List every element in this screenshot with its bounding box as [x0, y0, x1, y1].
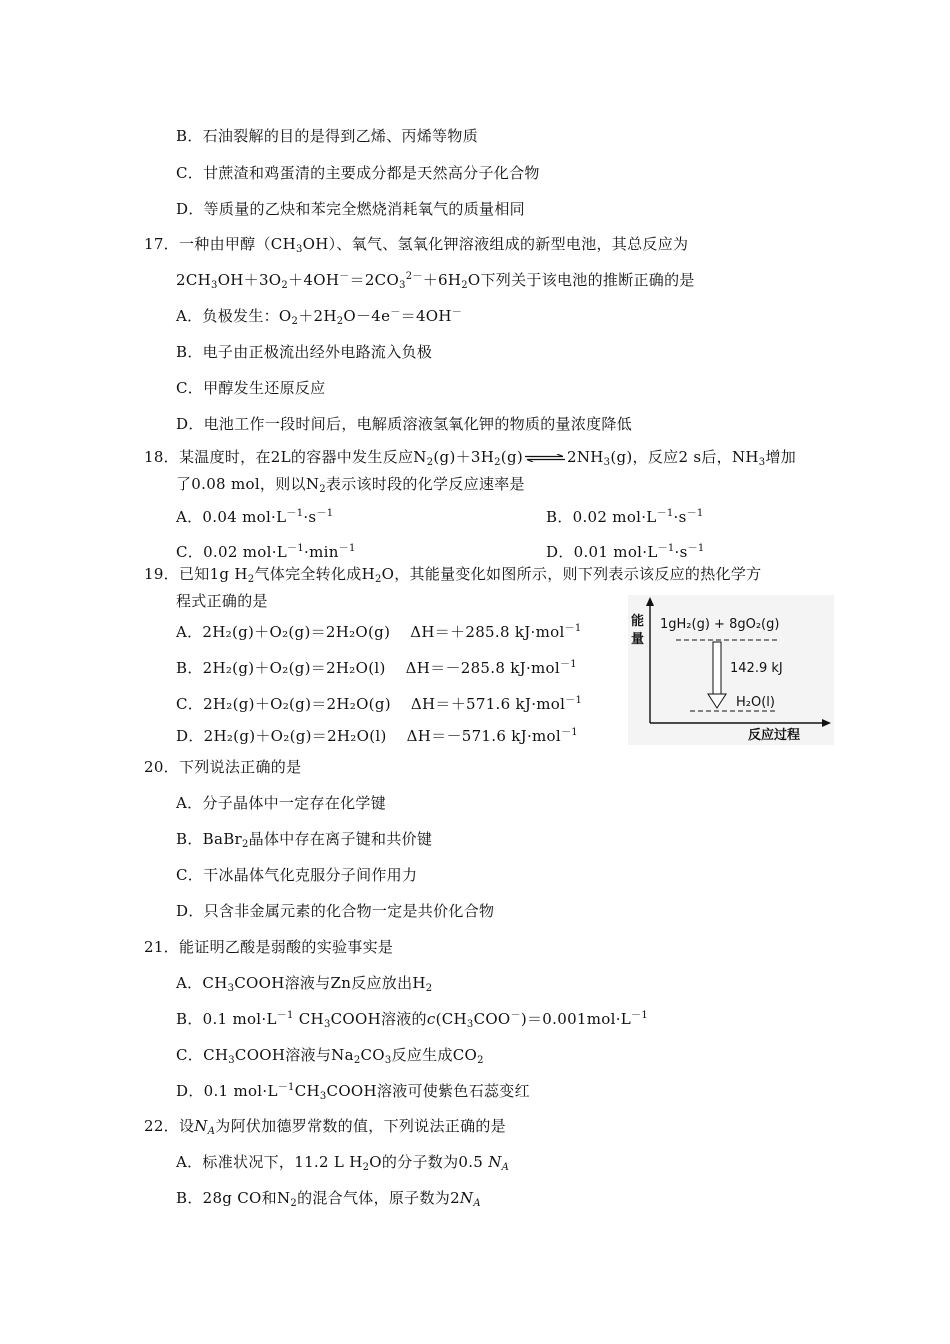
q17-option-a: A．负极发生：$O_2+2H_2O-4e^-=4OH^-$: [176, 307, 463, 327]
q18-stem-line2: 了0.08 mol，则以$N_2$表示该时段的化学反应速率是: [176, 475, 525, 495]
equilibrium-arrow-icon: [525, 454, 565, 462]
q18-option-a: A．0.04 $mol\cdot L^{-1}\cdot s^{-1}$: [176, 508, 334, 526]
q19-option-d: D．2H₂(g)＋O₂(g)＝2H₂O(l) ΔH＝－571.6 kJ·mol$^{-1}$: [176, 727, 578, 745]
q17-option-c: C．甲醇发生还原反应: [176, 379, 326, 397]
energy-value-label: 142.9 kJ: [730, 661, 783, 676]
q22-stem: 22．设$N_A$为阿伏加德罗常数的值，下列说法正确的是: [144, 1117, 506, 1137]
q19-option-a: A．2H₂(g)＋O₂(g)＝2H₂O(g) ΔH＝＋285.8 kJ·mol$^{-1}$: [176, 623, 582, 641]
q21-option-b: B．0.1 $mol\cdot L^{-1}$ $CH_3COOH$溶液的$c(CH_3COO^-)=0.001mol\cdot L^{-1}$: [176, 1010, 649, 1030]
q17-stem: 17．一种由甲醇$(CH_3OH)$、氧气、氢氧化钾溶液组成的新型电池，其总反应为: [144, 235, 689, 255]
q18-stem: 18．某温度时，在2L的容器中发生反应$N_2(g)+3H_2(g)$ $2NH_3(g)$，反应2 s后，$NH_3$增加: [144, 448, 797, 468]
q22-option-b: B．28g CO和$N_2$的混合气体，原子数为$2N_A$: [176, 1189, 481, 1209]
energy-arrow-shaft: [713, 642, 721, 694]
q21-option-d: D．0.1 $mol\cdot L^{-1}CH_3COOH$溶液可使紫色石蕊变红: [176, 1082, 530, 1102]
y-axis-label-1: 能: [631, 614, 645, 629]
q21-stem: 21．能证明乙酸是弱酸的实验事实是: [144, 938, 394, 956]
q17-option-b: B．电子由正极流出经外电路流入负极: [176, 343, 433, 361]
q19-stem-line2: 程式正确的是: [176, 592, 268, 610]
q16-option-d: D．等质量的乙炔和苯完全燃烧消耗氧气的质量相同: [176, 200, 525, 218]
y-axis-label-2: 量: [631, 632, 645, 647]
q20-option-a: A．分子晶体中一定存在化学键: [176, 794, 387, 812]
q21-option-c: C．$CH_3COOH$溶液与$Na_2CO_3$反应生成$CO_2$: [176, 1046, 484, 1066]
q16-option-c: C．甘蔗渣和鸡蛋清的主要成分都是天然高分子化合物: [176, 164, 540, 182]
q17-option-d: D．电池工作一段时间后，电解质溶液氢氧化钾的物质的量浓度降低: [176, 415, 633, 433]
q20-stem: 20．下列说法正确的是: [144, 758, 302, 776]
top-level-label: 1gH₂(g) + 8gO₂(g): [660, 617, 780, 632]
q20-option-d: D．只含非金属元素的化合物一定是共价化合物: [176, 902, 495, 920]
bottom-level-label: H₂O(l): [736, 695, 775, 710]
q18-option-d: D．0.01 $mol\cdot L^{-1}\cdot s^{-1}$: [546, 543, 705, 561]
q17-equation: $2CH_3OH+3O_2+4OH^-=2CO_3^{2-}+6H_2O$下列关于该电池的推断正确的是: [176, 271, 695, 291]
q16-option-b: B．石油裂解的目的是得到乙烯、丙烯等物质: [176, 127, 479, 145]
q19-option-b: B．2H₂(g)＋O₂(g)＝2H₂O(l) ΔH＝－285.8 kJ·mol$^{-1}$: [176, 659, 577, 677]
q18-option-c: C．0.02 $mol\cdot L^{-1}\cdot\min^{-1}$: [176, 543, 356, 561]
q19-stem: 19．已知1g $H_2$气体完全转化成$H_2O$，其能量变化如图所示，则下列表示该反应的热化学方: [144, 565, 762, 585]
q21-option-a: A．$CH_3COOH$溶液与Zn反应放出$H_2$: [176, 974, 433, 994]
q20-option-c: C．干冰晶体气化克服分子间作用力: [176, 866, 418, 884]
x-axis-label: 反应过程: [748, 728, 801, 743]
q22-option-a: A．标准状况下，11.2 L $H_2O$的分子数为0.5 $N_A$: [176, 1153, 510, 1173]
energy-diagram: [628, 595, 834, 745]
q18-option-b: B．0.02 $mol\cdot L^{-1}\cdot s^{-1}$: [546, 508, 704, 526]
q19-option-c: C．2H₂(g)＋O₂(g)＝2H₂O(g) ΔH＝＋571.6 kJ·mol$^{-1}$: [176, 695, 583, 713]
q20-option-b: B．BaBr$_2$晶体中存在离子键和共价键: [176, 830, 433, 850]
